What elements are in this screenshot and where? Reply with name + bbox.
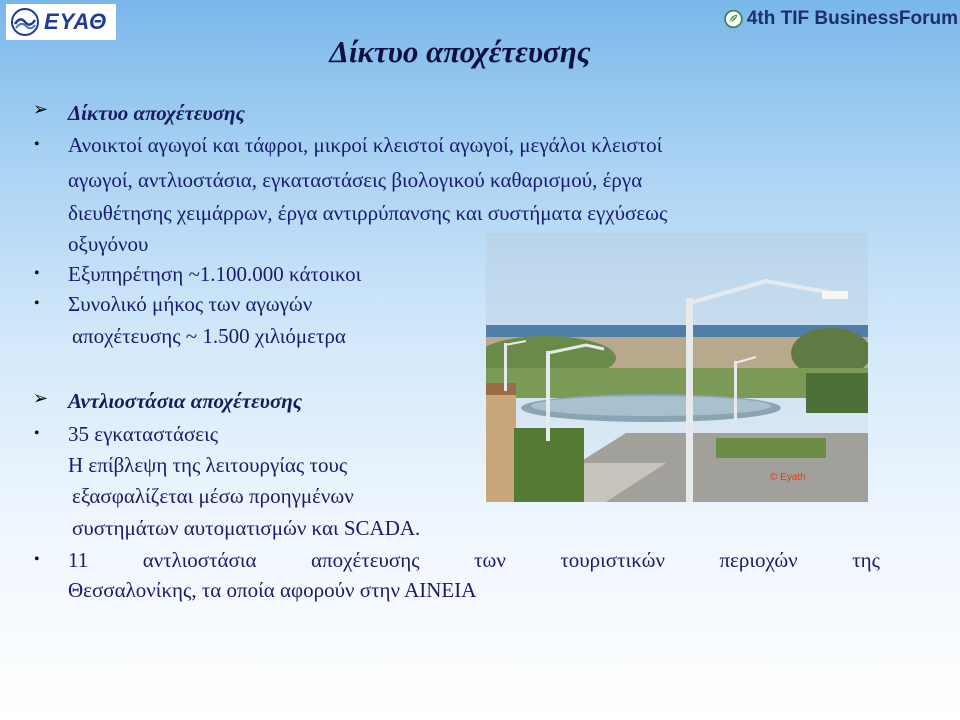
bullet-icon: • — [34, 265, 40, 282]
page-title: Δίκτυο αποχέτευσης — [329, 34, 591, 69]
bullet-icon: • — [34, 295, 40, 312]
section2-line-1: 35 εγκαταστάσεις — [68, 422, 219, 446]
justified-word: αντλιοστάσια — [142, 548, 257, 572]
eyath-logo — [6, 4, 116, 40]
section2-arrow-icon: ➢ — [33, 388, 49, 408]
section1-line-1: Ανοικτοί αγωγοί και τάφροι, μικροί κλειστοί αγωγοί, μεγάλοι κλειστοί — [68, 133, 663, 157]
section1-line-7: αποχέτευσης ~ 1.500 χιλιόμετρα — [72, 324, 346, 348]
eyath-logo-text: ΕΥΑΘ — [44, 9, 108, 34]
section2-heading: Αντλιοστάσια αποχέτευσης — [68, 389, 303, 413]
justified-word: περιοχών — [719, 548, 798, 572]
section1-line-3: διευθέτησης χειμάρρων, έργα αντιρρύπανσης και συστήματα εγχύσεως — [68, 201, 668, 225]
section1-heading: Δίκτυο αποχέτευσης — [68, 101, 245, 125]
bullet-icon: • — [34, 425, 40, 442]
justified-word: των — [474, 548, 506, 572]
section1-line-5: Εξυπηρέτηση ~1.100.000 κάτοικοι — [68, 262, 362, 286]
section2-line-4: συστημάτων αυτοματισμών και SCADA. — [72, 516, 421, 540]
section2-last-line: Θεσσαλονίκης, τα οποία αφορούν στην ΑΙΝΕΙΑ — [68, 578, 477, 602]
section2-line-3: εξασφαλίζεται μέσω προηγμένων — [72, 484, 354, 508]
section1-line-6: Συνολικό μήκος των αγωγών — [68, 292, 313, 316]
bullet-icon: • — [34, 551, 40, 568]
section1-line-2: αγωγοί, αντλιοστάσια, εγκαταστάσεις βιολογικού καθαρισμού, έργα — [68, 168, 643, 192]
section2-last-bullet-line — [68, 545, 880, 575]
justified-word: τουριστικών — [560, 548, 665, 572]
photo-caption: © Eyath — [770, 472, 806, 483]
section2-line-2: Η επίβλεψη της λειτουργίας τους — [68, 453, 348, 477]
section1-line-4: οξυγόνου — [68, 232, 149, 256]
wastewater-plant-photo — [486, 233, 868, 502]
tif-forum-logo — [724, 2, 958, 36]
justified-word: αποχέτευσης — [311, 548, 420, 572]
tif-leaf-icon — [724, 2, 743, 36]
section1-arrow-icon: ➢ — [33, 99, 49, 119]
bullet-icon: • — [34, 136, 40, 153]
justified-word: 11 — [68, 548, 89, 572]
tif-forum-text: 4th TIF BusinessForum — [746, 8, 958, 29]
eyath-wave-icon — [10, 7, 40, 37]
justified-word: της — [852, 548, 880, 572]
